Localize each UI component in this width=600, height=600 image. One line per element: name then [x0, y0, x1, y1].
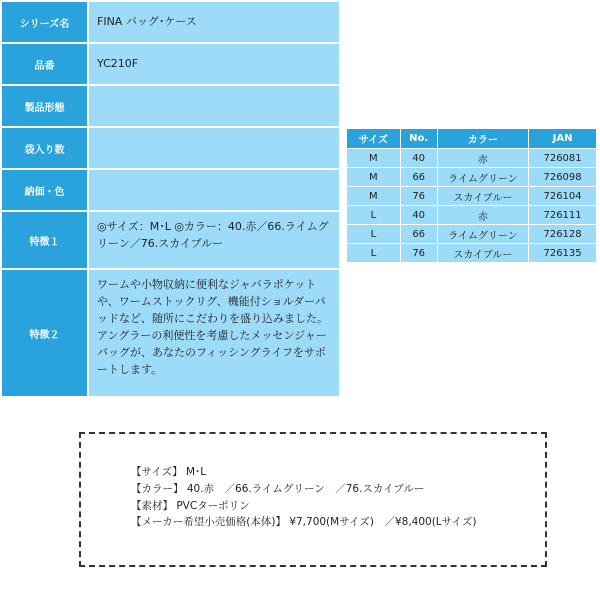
spec-label: シリーズ名 [2, 2, 89, 42]
spec-label: 製品形態 [2, 86, 89, 126]
spec-row-price-color [2, 170, 339, 212]
cell-jan: 726104 [529, 187, 597, 206]
cell-color: 赤 [437, 206, 529, 225]
spec-label: 納価・色 [2, 170, 89, 210]
cell-no: 40 [400, 149, 437, 168]
cell-size: L [347, 206, 401, 225]
cell-no: 40 [400, 206, 437, 225]
spec-label: 袋入り数 [2, 128, 89, 168]
spec-value: YC210F [89, 44, 339, 84]
spec-row-product-form [2, 86, 339, 128]
cell-color: ライムグリーン [437, 168, 529, 187]
header-size: サイズ [347, 129, 401, 149]
spec-value [89, 170, 339, 210]
header-color: カラー [437, 129, 529, 149]
spec-value [89, 128, 339, 168]
spec-table [2, 2, 339, 398]
spec-label: 品番 [2, 44, 89, 84]
table-row [347, 149, 597, 168]
cell-color: スカイブルー [437, 244, 529, 263]
info-line-color: 【カラー】 40.赤 ／66.ライムグリーン ／76.スカイブルー [131, 482, 425, 495]
cell-size: L [347, 244, 401, 263]
info-line-size: 【サイズ】 M･L [131, 466, 207, 478]
table-row [347, 244, 597, 263]
cell-size: M [347, 187, 401, 206]
variants-header-row [347, 129, 597, 149]
spec-value: ◎サイズ：M･L ◎カラー：40.赤／66.ライムグリーン／76.スカイブルー [89, 212, 339, 268]
spec-row-series [2, 2, 339, 44]
header-jan: JAN [529, 129, 597, 149]
cell-jan: 726081 [529, 149, 597, 168]
spec-label: 特徴１ [2, 212, 89, 268]
cell-no: 76 [400, 187, 437, 206]
variants-table [346, 128, 597, 263]
cell-size: L [347, 225, 401, 244]
table-row [347, 168, 597, 187]
spec-label: 特徴２ [2, 270, 89, 396]
spec-row-part-number [2, 44, 339, 86]
spec-row-feature-1 [2, 212, 339, 270]
cell-color: スカイブルー [437, 187, 529, 206]
cell-color: ライムグリーン [437, 225, 529, 244]
table-row [347, 187, 597, 206]
spec-value: ワームや小物収納に便利なジャバラポケットや、ワームストックリグ、機能付ショルダーパッドなど、随所にこだわりを盛り込みました。アングラーの利便性を考慮したメッセンジャーバッグが、あなたのフィッシングライフをサポートします。 [89, 270, 339, 396]
product-info-box [79, 432, 547, 567]
cell-jan: 726135 [529, 244, 597, 263]
header-no: No. [400, 129, 437, 149]
cell-no: 66 [400, 168, 437, 187]
cell-no: 76 [400, 244, 437, 263]
cell-size: M [347, 149, 401, 168]
cell-jan: 726111 [529, 206, 597, 225]
info-line-material: 【素材】 PVCターポリン [131, 499, 250, 512]
spec-value: FINA バッグ･ケース [89, 2, 339, 42]
table-row [347, 225, 597, 244]
spec-row-pack-count [2, 128, 339, 170]
cell-no: 66 [400, 225, 437, 244]
table-row [347, 206, 597, 225]
cell-jan: 726098 [529, 168, 597, 187]
cell-jan: 726128 [529, 225, 597, 244]
spec-value [89, 86, 339, 126]
cell-size: M [347, 168, 401, 187]
info-line-price: 【メーカー希望小売価格(本体)】 ¥7,700(Mサイズ) ／¥8,400(Lサイズ) [131, 516, 477, 529]
cell-color: 赤 [437, 149, 529, 168]
spec-row-feature-2 [2, 270, 339, 398]
